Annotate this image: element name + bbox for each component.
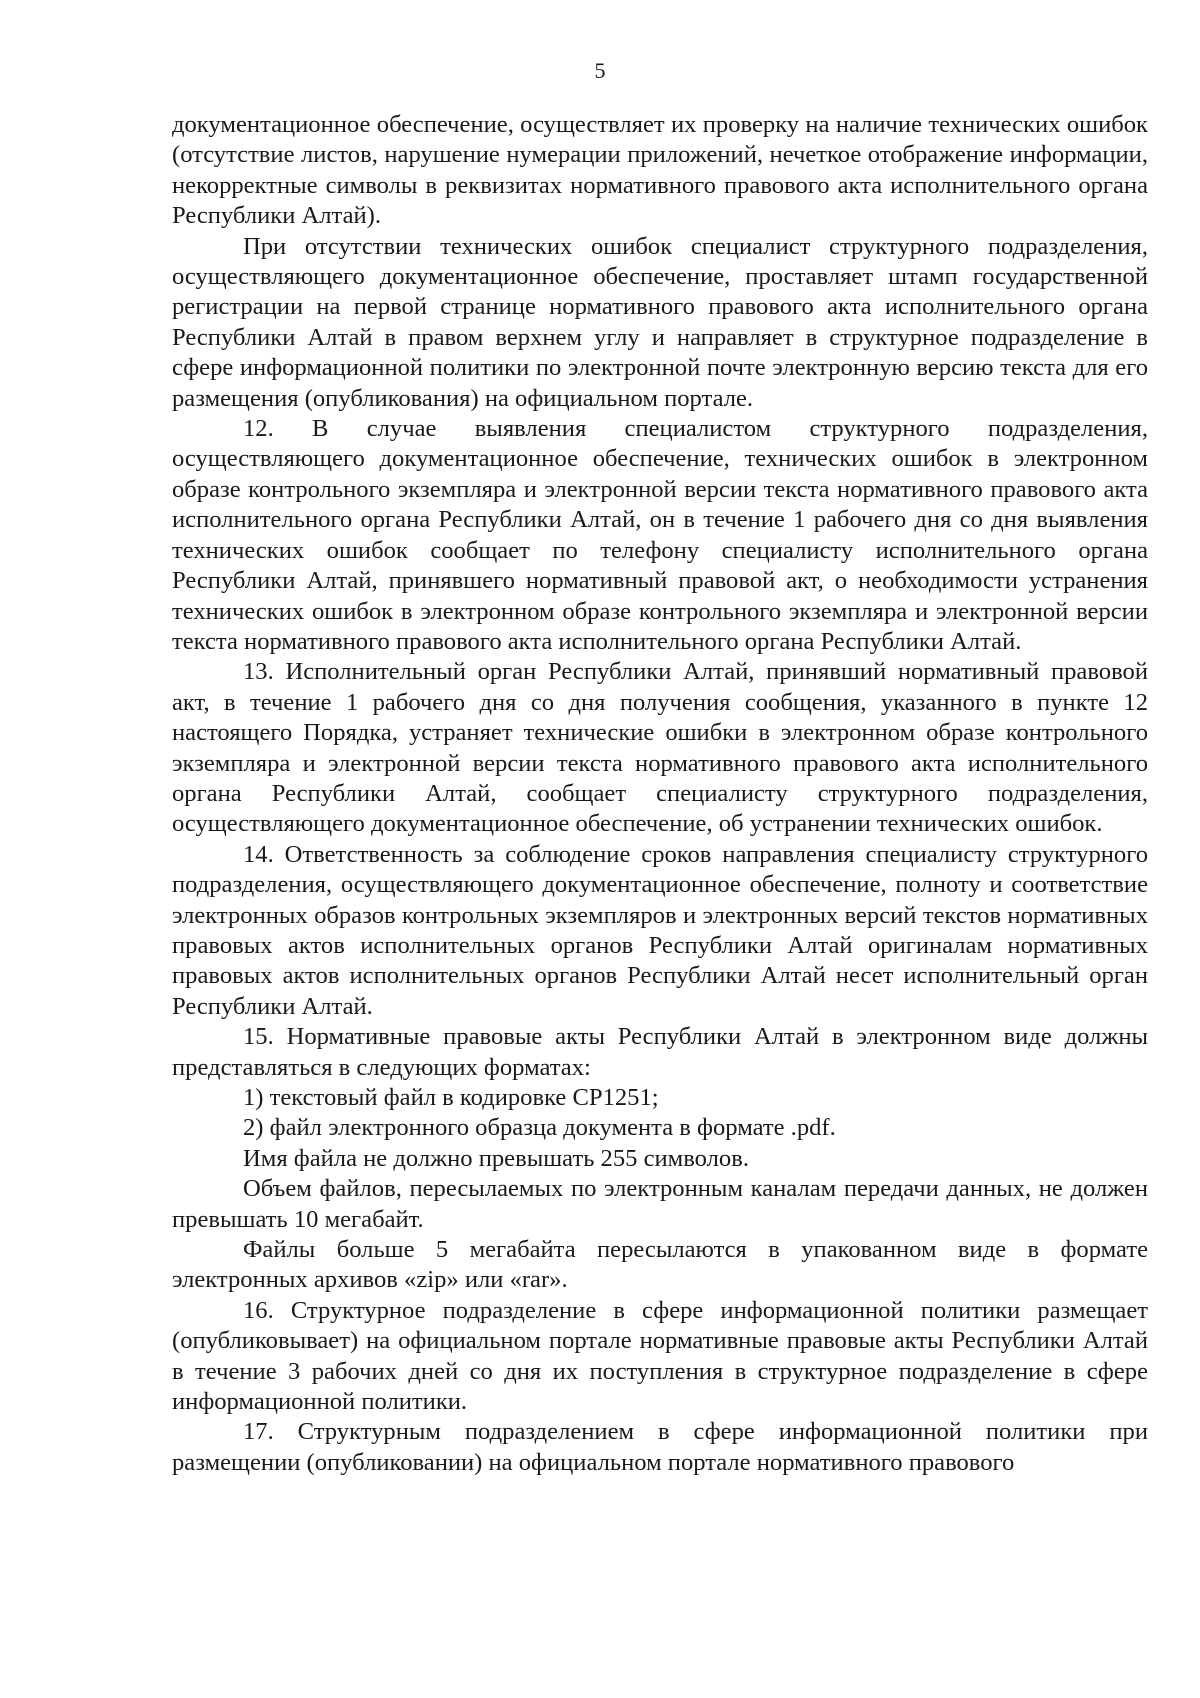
paragraph-archive-format: Файлы больше 5 мегабайта пересылаются в упакованном виде в формате электронных архивов «zip» или «rar».	[172, 1236, 1148, 1294]
page-number: 5	[594, 58, 606, 83]
paragraph-item-15: 15. Нормативные правовые акты Республики Алтай в электронном виде должны представляться в следующих форматах:	[172, 1023, 1148, 1081]
paragraph-item-13: 13. Исполнительный орган Республики Алтай, принявший нормативный правовой акт, в течение 1 рабочего дня со дня получения сообщения, указанного в пункте 12 настоящего Порядка, устраняет технические ошибки в электронном образе контрольного экземпляра и электронной версии текста нормативного правового акта исполнительного органа Республики Алтай, сообщает специалисту структурного подразделения, осуществляющего документационное обеспечение, об устранении технических ошибок.	[172, 658, 1148, 838]
paragraph-item-16: 16. Структурное подразделение в сфере информационной политики размещает (опубликовывает) на официальном портале нормативные правовые акты Республики Алтай в течение 3 рабочих дней со дня их поступления в структурное подразделение в сфере информационной политики.	[172, 1296, 1148, 1416]
paragraph-item-12: 12. В случае выявления специалистом структурного подразделения, осуществляющего документационное обеспечение, технических ошибок в электронном образе контрольного экземпляра и электронной версии текста нормативного правового акта исполнительного органа Республики Алтай, он в течение 1 рабочего дня со дня выявления технических ошибок сообщает по телефону специалисту исполнительного органа Республики Алтай, принявшего нормативный правовой акт, о необходимости устранения технических ошибок в электронном образе контрольного экземпляра и электронной версии текста нормативного правового акта исполнительного органа Республики Алтай.	[172, 415, 1148, 655]
paragraph-item-14: 14. Ответственность за соблюдение сроков направления специалисту структурного подразделения, осуществляющего документационное обеспечение, полноту и соответствие электронных образов контрольных экземпляров и электронных версий текстов нормативных правовых актов исполнительных органов Республики Алтай оригиналам нормативных правовых актов исполнительных органов Республики Алтай несет исполнительный орган Республики Алтай.	[172, 840, 1148, 1020]
list-item-format-1: 1) текстовый файл в кодировке CP1251;	[243, 1084, 659, 1111]
list-item-format-2: 2) файл электронного образца документа в формате .pdf.	[243, 1114, 836, 1142]
paragraph-item-17: 17. Структурным подразделением в сфере информационной политики при размещении (опубликовании) на официальном портале нормативного правового	[172, 1418, 1148, 1476]
paragraph-continuation: документационное обеспечение, осуществляет их проверку на наличие технических ошибок (отсутствие листов, нарушение нумерации приложений, нечеткое отображение информации, некорректные символы в реквизитах нормативного правового акта исполнительного органа Республики Алтай).	[172, 111, 1148, 230]
paragraph-size-limit: Объем файлов, пересылаемых по электронным каналам передачи данных, не должен превышать 10 мегабайт.	[172, 1175, 1148, 1233]
document-body	[172, 110, 1148, 1478]
paragraph-filename-limit: Имя файла не должно превышать 255 символов.	[243, 1144, 749, 1172]
paragraph-stamp-procedure: При отсутствии технических ошибок специалист структурного подразделения, осуществляющего документационное обеспечение, проставляет штамп государственной регистрации на первой странице нормативного правового акта исполнительного органа Республики Алтай в правом верхнем углу и направляет в структурное подразделение в сфере информационной политики по электронной почте электронную версию текста для его размещения (опубликования) на официальном портале.	[172, 232, 1148, 412]
